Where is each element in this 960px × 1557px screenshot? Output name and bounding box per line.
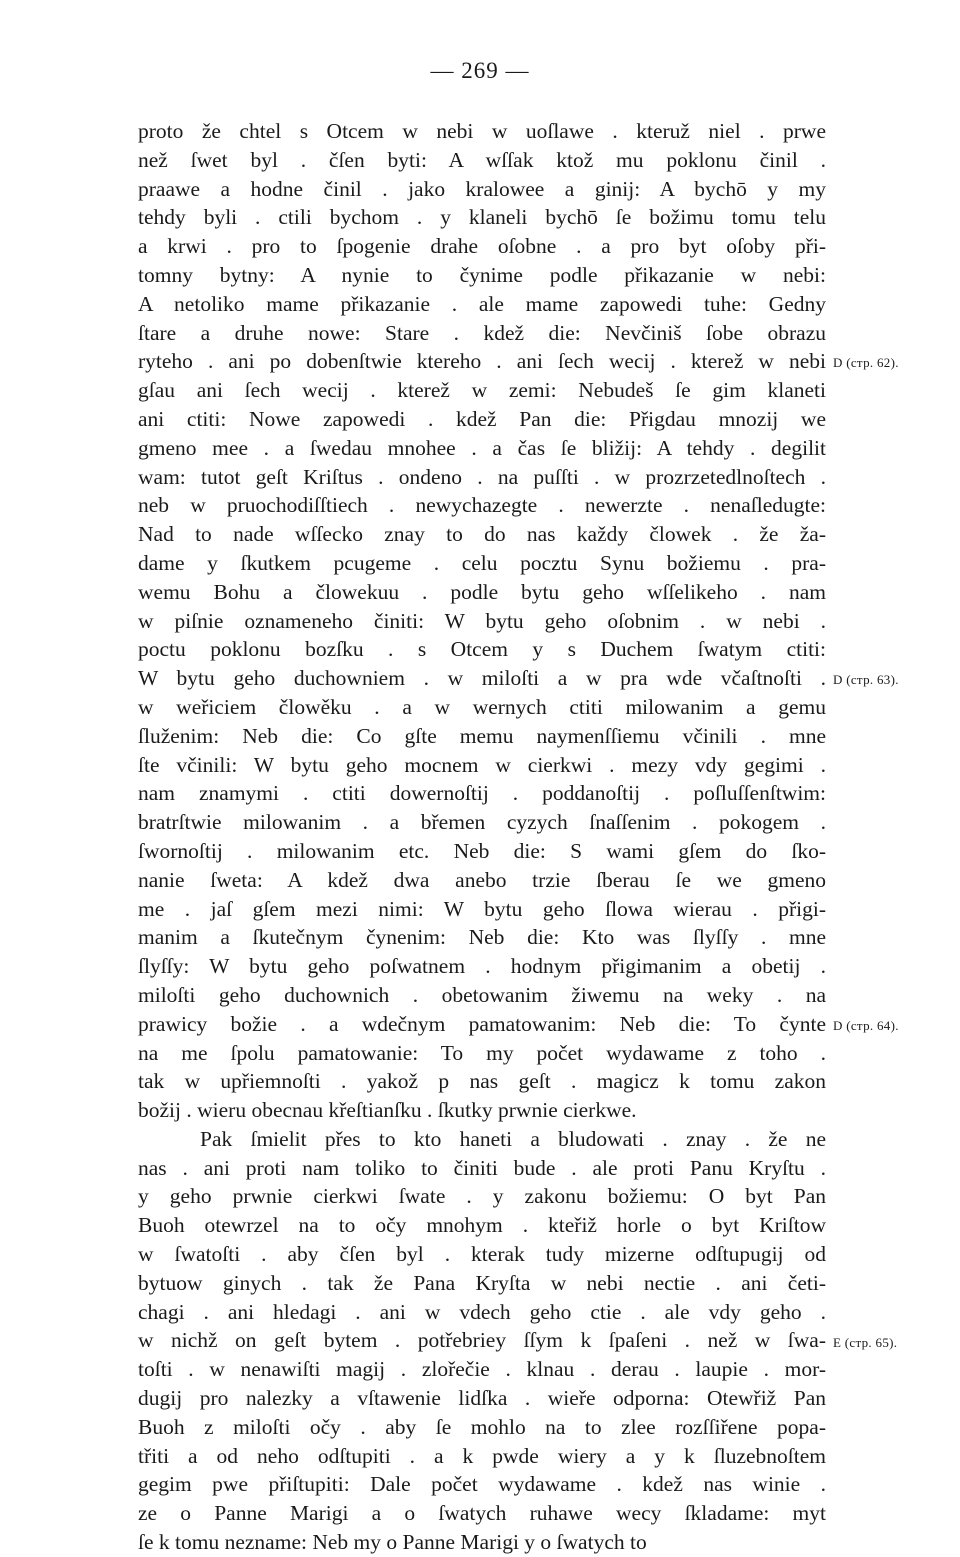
text-line: miloſti geho duchownich . obetowanim žiwemu na weky . na — [138, 982, 826, 1007]
text-line: gmeno mee . a ſwedau mnohee . a čas ſe bližij: A tehdy . degilit — [138, 435, 826, 460]
text-line: Pak ſmielit přes to kto haneti a bludowati . znay . že ne — [200, 1126, 826, 1151]
text-line: manim a ſkutečnym čynenim: Neb die: Kto was ſlyſſy . mne — [138, 925, 826, 950]
text-line: ryteho . ani po dobenſtwie ktereho . ani ſech wecij . kterež w nebi — [138, 349, 826, 374]
text-line: w ſwatoſti . aby čſen byl . kterak tudy mizerne odſtupugij od — [138, 1242, 826, 1267]
text-line: ſte včinili: W bytu geho mocnem w cierkwi . mezy vdy gegimi . — [138, 752, 826, 777]
text-line: poctu poklonu bozſku . s Otcem y s Duchem ſwatym ctiti: — [138, 637, 826, 662]
text-line: w nichž on geſt bytem . potřebriey ſſym k ſpaſeni . než w ſwa- — [138, 1328, 826, 1353]
text-line: y geho prwnie cierkwi ſwate . y zakonu božiemu: O byt Pan — [138, 1184, 826, 1209]
margin-note: D (стр. 64). — [833, 1017, 899, 1033]
text-line: gſau ani ſech wecij . kterež w zemi: Nebudeš ſe gim klaneti — [138, 378, 826, 403]
text-line: Buoh z miloſti očy . aby ſe mohlo na to zlee rozſſiřene popa- — [138, 1414, 826, 1439]
page-number: — 269 — — [430, 58, 530, 83]
text-line: bratrſtwie milowanim . a břemen cyzych ſnaſſenim . pokogem . — [138, 810, 826, 835]
text-line: W bytu geho duchowniem . w miloſti a w pra wde včaſtnoſti . — [138, 666, 826, 691]
margin-note: D (стр. 62). — [833, 355, 899, 371]
text-line: neb w pruochodiſſtiech . newychazegte . newerzte . nenaſledugte: — [138, 493, 826, 518]
text-line: nanie ſweta: A kdež dwa anebo trzie ſberau ſe we gmeno — [138, 867, 826, 892]
text-line: chagi . ani hledagi . ani w vdech geho ctie . ale vdy geho . — [138, 1299, 826, 1324]
text-line: proto že chtel s Otcem w nebi w uoſlawe . kteruž niel . prwe — [138, 119, 826, 143]
text-line: w piſnie oznameneho činiti: W bytu geho oſobnim . w nebi . — [138, 608, 826, 633]
text-line: než ſwet byl . čſen byti: A wſſak ktož mu poklonu činil . — [138, 147, 826, 172]
text-line: toſti . w nenawiſti magij . zlořečie . klnau . derau . laupie . mor- — [138, 1357, 826, 1382]
text-line: me . jaſ gſem mezi nimi: W bytu geho ſlowa wierau . přigi- — [138, 896, 826, 921]
text-line: božij . wieru obecnau křeſtianſku . ſkutky prwnie cierkwe. — [138, 1098, 637, 1123]
text-line: w weřiciem člowěku . a w wernych ctiti milowanim a gemu — [138, 694, 826, 719]
text-line: Buoh otewrzel na to očy mnohym . kteřiž horle o byt Kriſtow — [138, 1213, 826, 1238]
text-line: nam znamymi . ctiti dowernoſtij . poddanoſtij . poſluſſenſtwim: — [138, 781, 826, 806]
text-line: ze o Panne Marigi a o ſwatych ruhawe wecy ſkladame: myt — [138, 1501, 826, 1526]
text-line: ſlyſſy: W bytu geho poſwatnem . hodnym přigimanim a obetij . — [138, 954, 826, 979]
margin-note: E (стр. 65). — [833, 1334, 898, 1350]
text-line: a krwi . pro to ſpogenie drahe oſobne . a pro byt oſoby při- — [138, 234, 826, 259]
text-line: prawicy božie . a wdečnym pamatowanim: Neb die: To čynte — [138, 1011, 826, 1036]
text-line: praawe a hodne činil . jako kralowee a ginij: A bychō y my — [138, 176, 826, 201]
text-line: ſwornoſtij . milowanim etc. Neb die: S wami gſem do ſko- — [138, 838, 826, 863]
body-text — [138, 117, 826, 1557]
text-line: tak w upřiemnoſti . yakož p nas geſt . magicz k tomu zakon — [138, 1069, 826, 1094]
text-line: třiti a od neho odſtupiti . a k pwde wiery a y k ſluzebnoſtem — [138, 1443, 826, 1468]
text-line: wam: tutot geſt Kriſtus . ondeno . na puſſti . w prozrzetedlnoſtech . — [138, 464, 826, 489]
text-line: na me ſpolu pamatowanie: To my počet wydawame z toho . — [138, 1040, 826, 1065]
text-line: dugij pro nalezky a vſtawenie lidſka . wieře odporna: Otewřiž Pan — [138, 1386, 826, 1411]
text-line: ſluženim: Neb die: Co gſte memu naymenſſiemu včinili . mne — [138, 723, 826, 748]
text-line: wemu Bohu a člowekuu . podle bytu geho wſſelikeho . nam — [138, 579, 826, 604]
text-line: dame y ſkutkem pcugeme . celu pocztu Synu božiemu . pra- — [138, 550, 826, 575]
text-line: bytuow ginych . tak že Pana Kryſta w nebi nectie . ani četi- — [138, 1270, 826, 1295]
text-line: ſe k tomu nezname: Neb my o Panne Marigi y o ſwatych to — [138, 1530, 647, 1555]
text-line: ani ctiti: Nowe zapowedi . kdež Pan die: Přigdau mnozij we — [138, 406, 826, 431]
text-line: A netoliko mame přikazanie . ale mame zapowedi tuhe: Gedny — [138, 291, 826, 316]
text-line: Nad to nade wſſecko znay to do nas každy člowek . že ža- — [138, 522, 826, 547]
text-line: tomny bytny: A nynie to čynime podle přikazanie w nebi: — [138, 262, 826, 287]
margin-note: D (стр. 63). — [833, 672, 899, 688]
text-line: gegim pwe přiſtupiti: Dale počet wydawame . kdež nas winie . — [138, 1472, 826, 1497]
text-line: nas . ani proti nam toliko to činiti bude . ale proti Panu Kryſtu . — [138, 1155, 826, 1180]
text-line: tehdy byli . ctili bychom . y klaneli bychō ſe božimu tomu telu — [138, 205, 826, 230]
text-line: ſtare a druhe nowe: Stare . kdež die: Nevčiniš ſobe obrazu — [138, 320, 826, 345]
